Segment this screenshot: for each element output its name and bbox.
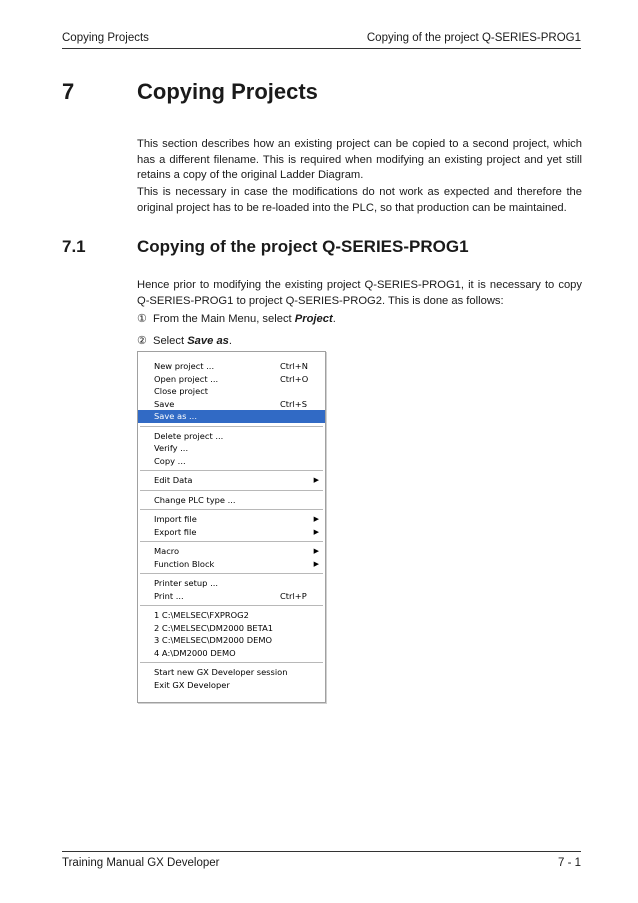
menu-item-save-as[interactable]: Save as ... [138, 410, 325, 423]
chapter-reason-paragraph: This is necessary in case the modifications do not work as expected and therefore the original project has to be re-loaded into the PLC, so that production can be maintained. [137, 186, 582, 214]
menu-item-delete-project[interactable]: Delete project ... [154, 430, 224, 441]
menu-item-close-project[interactable]: Close project [154, 386, 209, 396]
step-1-end: . [332, 313, 336, 325]
step-1-text: From the Main Menu, select [153, 313, 295, 325]
menu-item-exit[interactable]: Exit GX Developer [154, 679, 230, 690]
menu-separator [140, 470, 323, 471]
shortcut: Ctrl+N [280, 361, 308, 371]
footer-manual-title: Training Manual GX Developer [62, 857, 220, 869]
section-paragraph: Hence prior to modifying the existing project Q-SERIES-PROG1, it is necessary to copy Q-SERIES-PROG1 to project Q-SERIES-PROG2. This is done as follows: [137, 279, 582, 307]
menu-item-edit-data[interactable]: Edit Data ▶ [154, 475, 319, 485]
submenu-arrow-icon: ▶ [313, 527, 319, 536]
shortcut: Ctrl+O [280, 373, 309, 384]
menu-item-change-plc-type[interactable]: Change PLC type ... [154, 494, 236, 505]
menu-item-function-block[interactable]: Function Block ▶ [154, 558, 319, 569]
header-section-title: Copying of the project Q-SERIES-PROG1 [366, 32, 581, 44]
shortcut: Ctrl+P [280, 590, 307, 601]
submenu-arrow-icon: ▶ [313, 476, 319, 484]
step-2-marker: ② [137, 335, 148, 347]
menu-item-recent-4[interactable]: 4 A:\DM2000 DEMO [154, 647, 236, 658]
step-2 [137, 334, 232, 349]
menu-separator [140, 426, 323, 427]
header-chapter-title: Copying Projects [62, 32, 149, 44]
menu-separator [140, 541, 323, 542]
menu-item-open-project[interactable]: Open project ... Ctrl+O [154, 373, 309, 384]
shortcut: Ctrl+S [280, 398, 307, 409]
chapter-intro-paragraph: This section describes how an existing project can be copied to a second project, which has a different filename. This is required when modifying an existing project and yet still retains a copy of the original Ladder Diagram. [137, 138, 582, 182]
submenu-arrow-icon: ▶ [313, 547, 319, 555]
project-menu-screenshot [137, 351, 326, 703]
step-1-marker: ① [137, 313, 148, 325]
menu-item-macro[interactable]: Macro ▶ [154, 546, 319, 556]
step-2-bold: Save as [187, 335, 229, 347]
chapter-number: 7 [62, 79, 75, 104]
step-1 [137, 312, 336, 327]
menu-item-new-project[interactable]: New project ... Ctrl+N [154, 361, 308, 371]
menu-separator [140, 490, 323, 491]
menu-item-recent-3[interactable]: 3 C:\MELSEC\DM2000 DEMO [154, 635, 273, 645]
menu-item-save[interactable]: Save Ctrl+S [154, 398, 307, 409]
menu-item-recent-2[interactable]: 2 C:\MELSEC\DM2000 BETA1 [154, 622, 274, 633]
step-2-end: . [228, 335, 232, 347]
submenu-arrow-icon: ▶ [313, 559, 319, 568]
section-title: Copying of the project Q-SERIES-PROG1 [137, 237, 469, 256]
menu-item-printer-setup[interactable]: Printer setup ... [154, 578, 218, 588]
menu-item-start-new-session[interactable]: Start new GX Developer session [154, 667, 288, 677]
step-2-text: Select [153, 335, 188, 347]
chapter-title: Copying Projects [137, 79, 318, 104]
menu-separator [140, 509, 323, 510]
menu-separator [140, 573, 323, 574]
menu-item-export-file[interactable]: Export file ▶ [154, 526, 319, 537]
page-number: 7 - 1 [557, 857, 581, 869]
section-number: 7.1 [62, 237, 86, 256]
submenu-arrow-icon: ▶ [313, 515, 319, 523]
menu-item-verify[interactable]: Verify ... [154, 443, 189, 453]
menu-separator [140, 662, 323, 663]
step-1-bold: Project [294, 313, 333, 325]
menu-item-copy[interactable]: Copy ... [154, 455, 186, 466]
menu-item-import-file[interactable]: Import file ▶ [154, 514, 319, 524]
menu-separator [140, 605, 323, 606]
menu-item-recent-1[interactable]: 1 C:\MELSEC\FXPROG2 [154, 610, 249, 620]
menu-item-print[interactable]: Print ... Ctrl+P [154, 590, 307, 601]
running-header [62, 30, 581, 49]
page-footer [62, 851, 581, 870]
